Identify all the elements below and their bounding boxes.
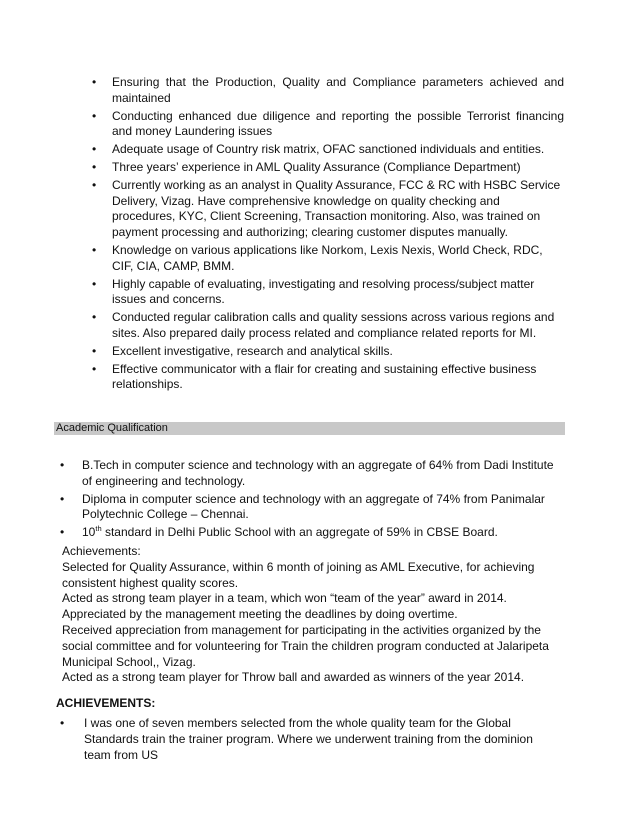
bullet-icon: • xyxy=(92,276,97,291)
education-item: • B.Tech in computer science and technology with an aggregate of 64% from Dadi Institute of engineering and technology. xyxy=(60,458,554,488)
bullet-icon: • xyxy=(92,142,97,157)
bullet-icon: • xyxy=(92,108,97,123)
education-list xyxy=(60,458,562,543)
achievement-line: Selected for Quality Assurance, within 6 month of joining as AML Executive, for achieving consistent highest quality scores. xyxy=(62,559,535,590)
bullet-icon: • xyxy=(92,343,97,358)
skill-item: • Conducted regular calibration calls and quality sessions across various regions and sites. Also prepared daily process related and compliance related reports for MI. xyxy=(92,310,555,340)
education-item: • Diploma in computer science and technology with an aggregate of 74% from Panimalar Polytechnic College – Chennai. xyxy=(60,491,545,522)
bullet-icon: • xyxy=(92,242,97,257)
bullet-icon: • xyxy=(92,75,97,89)
skill-item: • Currently working as an analyst in Quality Assurance, FCC & RC with HSBC Service Delivery, Vizag. Have comprehensive knowledge on quality checking and procedures, KYC, Client Screening, Transaction monitoring. Also, was trained on payment processing and authorizing; clearing customer disputes manually. xyxy=(92,177,561,240)
bullet-icon: • xyxy=(60,491,65,506)
skills-list xyxy=(92,75,564,395)
skill-item: • Conducting enhanced due diligence and reporting the possible Terrorist financing and money Laundering issues xyxy=(92,108,564,139)
bullet-icon: • xyxy=(92,177,97,192)
achievements-title: Achievements: xyxy=(62,544,141,558)
skill-item: • Adequate usage of Country risk matrix, OFAC sanctioned individuals and entities. xyxy=(92,142,545,157)
skill-item: • Effective communicator with a flair for creating and sustaining effective business relationships. xyxy=(92,361,537,392)
bullet-icon: • xyxy=(92,361,97,376)
skill-item: • Knowledge on various applications like Norkom, Lexis Nexis, World Check, RDC, CIF, CIA, CAMP, BMM. xyxy=(92,242,543,273)
bullet-icon: • xyxy=(60,525,65,540)
achievement-item: • I was one of seven members selected from the whole quality team for the Global Standards train the trainer program. Where we underwent training from the dominion team from US xyxy=(60,716,533,762)
achievements-summary xyxy=(62,544,562,686)
achievement-line: Acted as strong team player in a team, which won “team of the year” award in 2014. xyxy=(62,591,507,606)
achievement-line: Received appreciation from management for participating in the activities organized by the social committee and for volunteering for Train the children program conducted at Jalaripeta Municipal School,, Vizag. xyxy=(62,622,549,669)
academic-section-header: Academic Qualification xyxy=(54,422,565,435)
skill-item: • Ensuring that the Production, Quality and Compliance parameters achieved and maintained xyxy=(92,75,564,105)
bullet-icon: • xyxy=(60,458,65,472)
achievement-line: Acted as a strong team player for Throw ball and awarded as winners of the year 2014. xyxy=(62,670,525,685)
skill-item: • Excellent investigative, research and analytical skills. xyxy=(92,343,393,358)
achievement-line: Appreciated by the management meeting the deadlines by doing overtime. xyxy=(62,607,458,622)
bullet-icon: • xyxy=(60,716,65,730)
achievements-list xyxy=(60,716,562,765)
achievements-heading: ACHIEVEMENTS: xyxy=(56,696,156,710)
bullet-icon: • xyxy=(92,310,97,325)
skill-item: • Highly capable of evaluating, investigating and resolving process/subject matter issues and concerns. xyxy=(92,276,535,307)
skill-item: • Three years’ experience in AML Quality Assurance (Compliance Department) xyxy=(92,159,521,174)
bullet-icon: • xyxy=(92,159,97,174)
education-item: • 10th standard in Delhi Public School with an aggregate of 59% in CBSE Board. xyxy=(60,524,498,540)
